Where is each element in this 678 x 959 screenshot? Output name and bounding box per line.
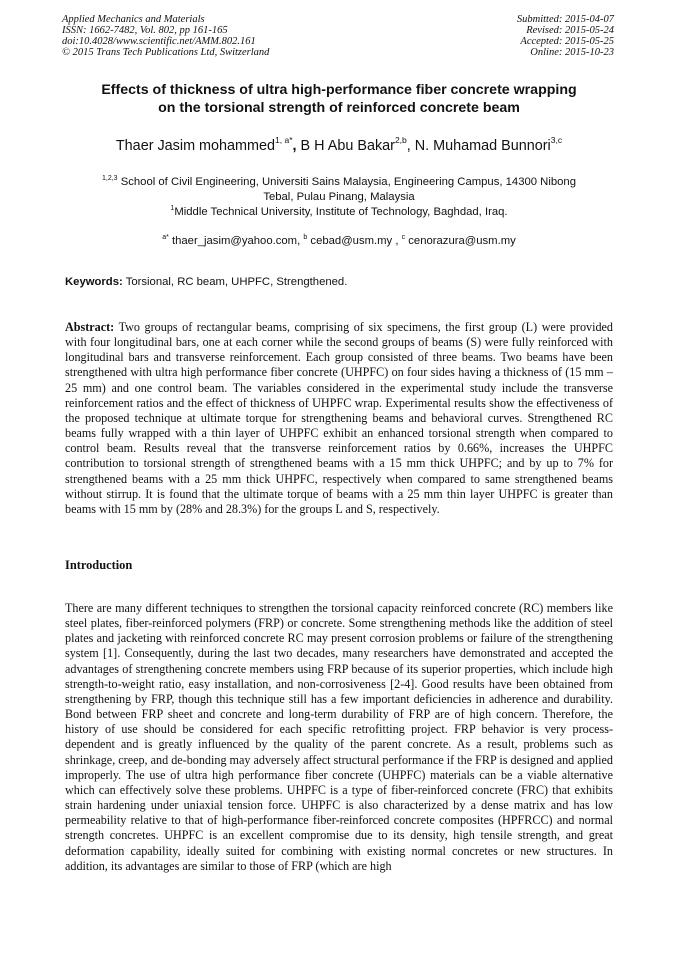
journal-copyright: © 2015 Trans Tech Publications Ltd, Switzerland	[62, 47, 270, 58]
section-heading-introduction: Introduction	[65, 558, 133, 572]
author-2-sup: 2,b	[394, 135, 407, 145]
email-b-sup: b	[303, 234, 308, 241]
abstract-label: Abstract:	[65, 320, 115, 334]
affiliation-2-text: Middle Technical University, Institute of Technology, Baghdad, Iraq.	[174, 206, 508, 218]
paper-title	[40, 81, 638, 117]
affiliation-1-line-1	[40, 171, 638, 190]
email-a-sup: a*	[162, 234, 169, 241]
keywords-text: Torsional, RC beam, UHPFC, Strengthened.	[125, 276, 348, 288]
introduction-paragraph: There are many different techniques to strengthen the torsional capacity reinforced concrete (RC) members like steel plates, fiber-reinforced polymers (FRP) or concrete. Some strengthening methods like the addition of steel plates and jacketing with reinforced concrete RC may present corrosion problems or failure of the strengthening system [1]. Consequently, during the last two decades, many researchers have demonstrated and accepted the advantages of strengthening concrete members using FRP because of its superior properties, which include high strength-to-weight ratio, easy installation, and non-corrosiveness [2-4]. Good results have been obtained from strengthening by FRP, though this technique still has a few important deficiencies in adherence and durability. Bond between FRP sheet and concrete and long-term durability of FRP are of high concern. Therefore, the history of use should be considered for each specific retrofitting project. FRP behavior is very process-dependent and is greatly influenced by the quality of the parent concrete. As a result, problems such as shrinkage, creep, and de-bonding may adversely affect structural performance if the FRP is designed and applied improperly. The use of ultra high performance fiber concrete (UHPFC) materials can be a viable alternative which can effectively solve these problems. UHPFC is a type of fiber-reinforced concrete (FRC) that exhibits strain hardening under uniaxial tension force. UHPFC is also characterized by a dense matrix and has low permeability relative to that of high-performance fiber-reinforced concrete composites (HPFRCC) and normal strength concretes. UHPFC is an excellent compromise due to its density, high tensile strength, and great deformation capability, ideally suited for combining with existing normal concretes or new structures. In addition, its advantages are similar to those of FRP (which are high	[65, 601, 613, 873]
keywords-label: Keywords:	[65, 276, 123, 288]
journal-info	[62, 14, 269, 58]
abstract-text: Two groups of rectangular beams, comprising of six specimens, the first group (L) were provided with four longitudinal bars, one at each corner while the second groups of beams (S) were fully reinforced with longitudinal bars and transverse reinforcement. Each group consisted of three beams. Two beams have been strengthened with ultra high performance fiber concrete (UHPFC) on four sides having a thickness of (15 mm – 25 mm) and one control beam. The variables considered in the experimental study include the transverse reinforcement ratios and the effect of thickness of UHPFC wrap. Experimental results show the effectiveness of the proposed technique at ultimate torque for strengthening beams and behavioral curves. Strengthened RC beams fully wrapped with a thin layer of UHPFC exhibit an enhanced torsional strength when compared to control beam. Results reveal that the transverse reinforcement ratios by 0.66%, increases the UHPFC contribution to torsional strength of strengthened beams with a 15 mm thick UHPFC; and by up to 7% for strengthened beams with a 25 mm thick UHPFC, respectively when compared to same strengthened beams without stirrup. It is found that the ultimate torque of beams with a 25 mm thin layer UHPFC is greater than beams with 15 mm by (28% and 28.3%) for the groups L and S, respectively.	[65, 320, 613, 516]
email-c: cenorazura@usm.my	[408, 235, 516, 247]
abstract	[65, 320, 613, 517]
author-1-name: Thaer Jasim mohammed	[115, 138, 276, 154]
affiliation-2-sup: 1	[170, 205, 175, 212]
author-3-name: N. Muhamad Bunnori	[414, 138, 551, 154]
date-submitted: Submitted: 2015-04-07	[516, 14, 614, 25]
email-b: cebad@usm.my ,	[310, 235, 402, 247]
author-list	[20, 135, 658, 154]
affiliation-1-text: School of Civil Engineering, Universiti Sains Malaysia, Engineering Campus, 14300 Nibong	[120, 176, 576, 188]
journal-doi: doi:10.4028/www.scientific.net/AMM.802.161	[62, 36, 256, 47]
author-separator: ,	[292, 138, 301, 154]
affiliation-2	[40, 201, 638, 220]
affiliation-1	[40, 171, 638, 205]
author-2-name: B H Abu Bakar	[300, 138, 395, 154]
date-revised: Revised: 2015-05-24	[526, 25, 614, 36]
author-separator: ,	[406, 138, 415, 154]
journal-name: Applied Mechanics and Materials	[62, 14, 205, 25]
title-line-2: on the torsional strength of reinforced concrete beam	[158, 100, 520, 116]
email-a: thaer_jasim@yahoo.com,	[171, 235, 304, 247]
email-list	[40, 230, 638, 249]
title-line-1: Effects of thickness of ultra high-performance fiber concrete wrapping	[101, 82, 577, 98]
author-1-sup: 1, a*	[275, 135, 293, 145]
date-accepted: Accepted: 2015-05-25	[520, 36, 614, 47]
journal-issn: ISSN: 1662-7482, Vol. 802, pp 161-165	[62, 25, 228, 36]
submission-dates	[517, 14, 614, 58]
affiliation-1-sup: 1,2,3	[102, 175, 118, 182]
keywords	[65, 276, 347, 288]
affiliation-1-line-2: Tebal, Pulau Pinang, Malaysia	[263, 191, 415, 203]
author-3-sup: 3,c	[550, 135, 563, 145]
date-online: Online: 2015-10-23	[530, 47, 614, 58]
email-c-sup: c	[401, 234, 406, 241]
